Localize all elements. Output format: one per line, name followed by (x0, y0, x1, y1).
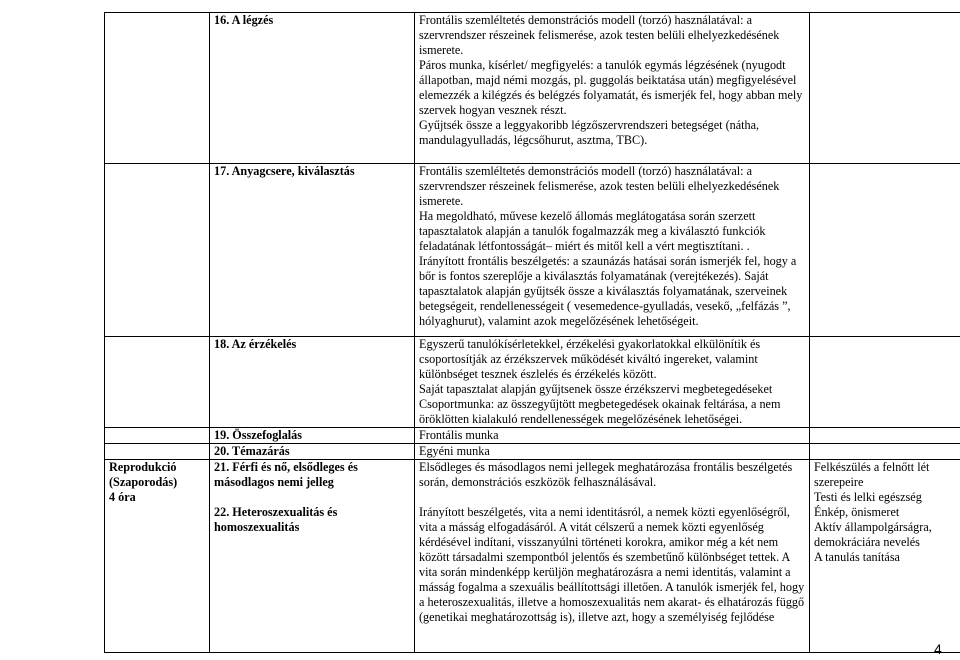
activity-paragraph: Ha megoldható, művese kezelő állomás meglátogatása során szerzett tapasztalatok alapján a tanulók fogalmazzák meg a kiválasztó funkciók feladatának létfontosságát– miért és mitől kell a vért megtisztítani. . (419, 209, 766, 253)
topic-title: 19. Összefoglalás (214, 428, 303, 442)
competency-item: A tanulás tanítása (814, 550, 900, 564)
activity-paragraph: Saját tapasztalat alapján gyűjtsenek össze érzékszervi megbetegedéseket Csoportmunka: az összegyűjtött megbetegedések okainak feltárása, a nem öröklötten kialakuló rendellenességek megelőzésének lehetőségei. (419, 382, 781, 426)
topic-cell (210, 460, 415, 653)
competency-cell (810, 164, 960, 337)
spacer (214, 490, 410, 505)
topic-cell (210, 164, 415, 337)
competency-cell (810, 444, 960, 460)
area-cell (105, 444, 210, 460)
activity-paragraph: Frontális szemléltetés demonstrációs modell (torzó) használatával: a szervrendszer részeinek felismerése, azok testen belüli elhelyezkedésének ismerete. (419, 164, 780, 208)
topic-title: 21. Férfi és nő, elsődleges és másodlagos nemi jelleg (214, 460, 358, 489)
activity-paragraph: Elsődleges és másodlagos nemi jellegek meghatározása frontális beszélgetés során, demonstrációs eszközök felhasználásával. (419, 460, 793, 489)
activity-paragraph: Irányított beszélgetés, vita a nemi identitásról, a nemek közti egyenlőségről, vita a másság elfogadásáról. A vitát célszerű a nemek közti egyenlőség kérdésével indítani, visszanyúlni történeti korokra, amikor még a két nem között társadalmi szempontból jelentős és szembetűnő különbséget tettek. A vita során mindenképp kerüljön meghatározásra a nemi identitás, valamint a másság fogalma a szexuális beállítottsági illetően. A tanulók ismerjék fel, hogy a heteroszexualitás, illetve a homoszexualitás nem akarat- és elhatározás függő (genetikai meghatározottság is), illetve azt, hogy a személyiség fejlődése (419, 505, 805, 624)
topic-title: 22. Heteroszexualitás és homoszexualitás (214, 505, 338, 534)
topic-cell (210, 428, 415, 444)
table-row-18 (105, 337, 960, 428)
activity-cell (415, 428, 810, 444)
area-cell (105, 428, 210, 444)
activity-cell (415, 444, 810, 460)
area-cell (105, 460, 210, 653)
activity-cell (415, 164, 810, 337)
competency-item: Felkészülés a felnőtt lét szerepeire (814, 460, 930, 489)
activity-cell (415, 13, 810, 164)
activity-text: Egyéni munka (419, 444, 490, 458)
activity-text: Frontális munka (419, 428, 499, 442)
area-label: Reprodukció (109, 460, 177, 474)
competency-cell (810, 428, 960, 444)
topic-cell (210, 337, 415, 428)
table-row-20 (105, 444, 960, 460)
area-cell (105, 164, 210, 337)
activity-cell (415, 460, 810, 653)
area-cell (105, 13, 210, 164)
activity-paragraph: Páros munka, kísérlet/ megfigyelés: a tanulók egymás légzésének (nyugodt állapotban, majd némi mozgás, pl. guggolás beiktatása után) megfigyelésével elemezzék a kilégzés és belégzés folyamatát, és ismerjék fel, hogy abban mely szervek hogyan vesznek részt. (419, 58, 803, 117)
activity-paragraph: Frontális szemléltetés demonstrációs modell (torzó) használatával: a szervrendszer részeinek felismerése, azok testen belüli elhelyezkedésének ismerete. (419, 13, 780, 57)
activity-paragraph: Gyűjtsék össze a leggyakoribb légzőszervrendszeri betegséget (nátha, mandulagyulladás, légcsőhurut, asztma, TBC). (419, 118, 760, 147)
competency-item: Énkép, önismeret (814, 505, 900, 519)
topic-title: 17. Anyagcsere, kiválasztás (214, 164, 355, 178)
activity-cell (415, 337, 810, 428)
topic-title: 20. Témazárás (214, 444, 290, 458)
competency-cell (810, 337, 960, 428)
area-hours: 4 óra (109, 490, 136, 504)
table-row-19 (105, 428, 960, 444)
page-number: 4 (934, 641, 942, 657)
table-row-reproduction (105, 460, 960, 653)
topic-cell (210, 444, 415, 460)
competency-item: Aktív állampolgárságra, demokráciára nevelés (814, 520, 932, 549)
curriculum-table (104, 12, 960, 653)
topic-cell (210, 13, 415, 164)
competency-cell (810, 460, 960, 653)
competency-cell (810, 13, 960, 164)
table-row-16 (105, 13, 960, 164)
table-row-17 (105, 164, 960, 337)
area-label: (Szaporodás) (109, 475, 178, 489)
area-cell (105, 337, 210, 428)
spacer (419, 490, 805, 505)
competency-item: Testi és lelki egészség (814, 490, 922, 504)
activity-paragraph: Egyszerű tanulókísérletekkel, érzékelési gyakorlatokkal elkülönítik és csoportosítják az érzékszervek működését kiváltó ingereket, valamint különbséget tesznek észlelés és érzékelés között. (419, 337, 761, 381)
topic-title: 18. Az érzékelés (214, 337, 297, 351)
topic-title: 16. A légzés (214, 13, 274, 27)
activity-paragraph: Irányított frontális beszélgetés: a szaunázás hatásai során ismerjék fel, hogy a bőr is fontos szereplője a kiválasztás folyamatának (verejtékezés). Saját tapasztalatok alapján gyűjtsék össze a kiválasztás folyamatának, szerveinek betegségeit, rendellenességeit ( vesemedence-gyulladás, vesekő, „felfázás ”, hólyaghurut), valamint azok megelőzésének lehetőségeit. (419, 254, 797, 328)
